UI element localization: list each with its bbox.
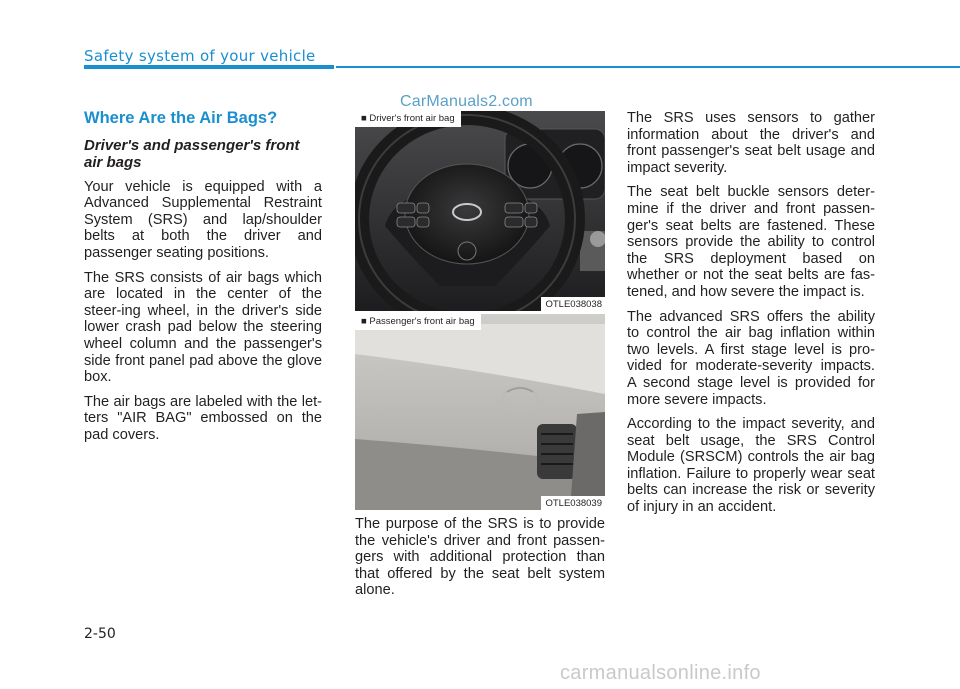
dashboard-illustration xyxy=(355,314,605,510)
paragraph: The SRS consists of air bags which are located in the center of the steer-ing wheel, in the driver's side lower crash pad below the steering wheel column and the passenger's side front panel pad above the glove box. xyxy=(84,269,322,386)
left-column xyxy=(84,110,322,452)
page-number: 2-50 xyxy=(84,626,116,642)
passenger-airbag-photo xyxy=(355,314,605,510)
header-rule-thin xyxy=(336,66,960,68)
right-column xyxy=(627,110,875,524)
paragraph: The seat belt buckle sensors deter-mine if the driver and front passen-ger's seat belts are fastened. These sensors provide the ability to control the SRS deployment based on whether or not the seat belts are fas-tened, and how severe the impact is. xyxy=(627,184,875,300)
paragraph: Your vehicle is equipped with a Advanced Supplemental Restraint System (SRS) and lap/shoulder belts at both the driver and passenger seating positions. xyxy=(84,178,322,261)
figure-code: OTLE038038 xyxy=(541,297,605,311)
steering-wheel-illustration xyxy=(355,111,605,311)
header-rule-thick xyxy=(84,65,334,69)
section-heading: Where Are the Air Bags? xyxy=(84,109,278,127)
sub-heading: Driver's and passenger's front air bags xyxy=(84,136,300,171)
driver-airbag-photo xyxy=(355,111,605,311)
figure-caption: ■ Driver's front air bag xyxy=(355,111,461,127)
paragraph: The SRS uses sensors to gather information about the driver's and front passenger's seat belt usage and impact severity. xyxy=(627,110,875,176)
paragraph: According to the impact severity, and seat belt usage, the SRS Control Module (SRSCM) controls the air bag inflation. Failure to properly wear seat belts can increase the risk or severity of injury in an accident. xyxy=(627,416,875,516)
figure-caption: ■ Passenger's front air bag xyxy=(355,314,481,330)
figure-code: OTLE038039 xyxy=(541,496,605,510)
section-title: Safety system of your vehicle xyxy=(84,47,316,65)
paragraph: The air bags are labeled with the let-ters "AIR BAG" embossed on the pad covers. xyxy=(84,393,322,443)
middle-paragraph: The purpose of the SRS is to provide the vehicle's driver and front passen-gers with additional protection than that offered by the seat belt system alone. xyxy=(355,516,605,599)
paragraph: The advanced SRS offers the ability to control the air bag inflation within two levels. A first stage level is pro-vided for moderate-severity impacts. A second stage level is provided for more severe impacts. xyxy=(627,308,875,408)
watermark-top[interactable]: CarManuals2.com xyxy=(400,93,533,110)
footer-watermark[interactable]: carmanualsonline.info xyxy=(560,662,761,684)
